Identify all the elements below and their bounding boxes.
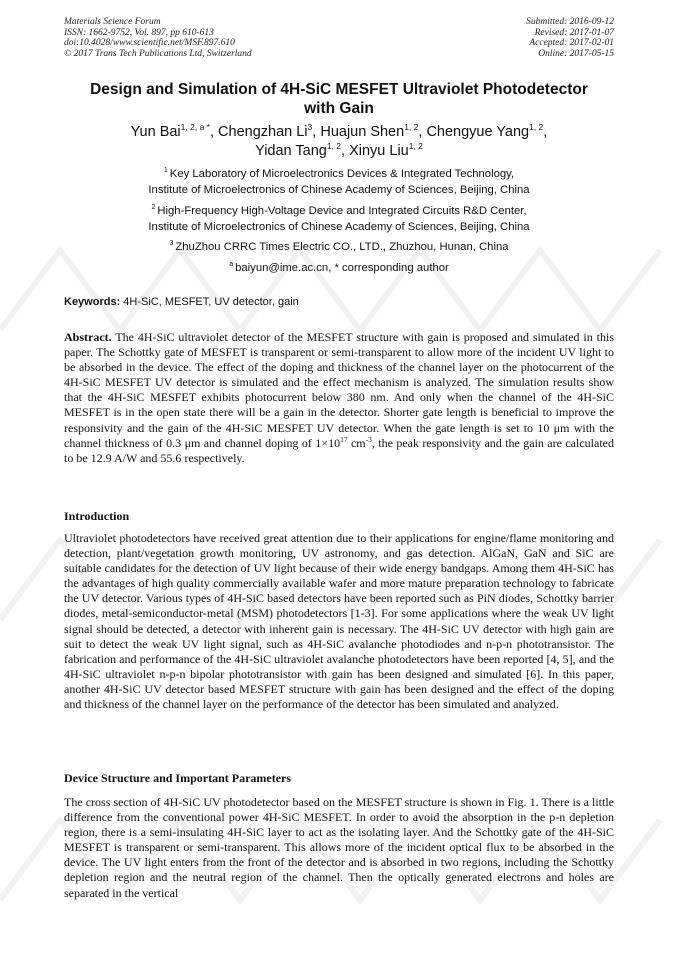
abstract-exponent: 17 bbox=[340, 434, 348, 444]
author-affil-mark: 1, 2, a * bbox=[180, 122, 210, 132]
author-name: Xinyu Liu bbox=[349, 143, 409, 159]
author-affil-mark: 3 bbox=[307, 122, 313, 132]
corresponding-email bbox=[64, 261, 614, 277]
keywords-text: 4H-SiC, MESFET, UV detector, gain bbox=[120, 296, 299, 308]
abstract bbox=[64, 330, 614, 466]
introduction-text: Ultraviolet photodetectors have received great attention due to their applications for engine/flame monitoring and detection, plant/vegetation growth monitoring, UV astronomy, and gas detection. AlGaN, GaN and SiC are suitable candidates for the detection of UV light because of their wide energy bandgaps. Among them 4H-SiC has the advantages of high quality commercially available wafer and more mature preparation technology to fabricate the UV detector. Various types of 4H-SiC based detectors have been reported such as PiN diodes, Schottky barrier diodes, metal-semiconductor-metal (MSM) photodetectors [1-3]. For some applications where the weak UV light signal should be detected, a detector with inherent gain is necessary. The 4H-SiC UV detector with high gain are suit to detect the weak UV light signal, such as 4H-SiC avalanche photodiodes and n-p-n phototransistor. The fabrication and performance of the 4H-SiC ultraviolet avalanche photodetectors have been reported [4, 5], and the 4H-SiC ultraviolet n-p-n bipolar phototransistor with gain has been designed and simulated [6]. In this paper, another 4H-SiC UV detector based MESFET structure with gain has been designed and the effect of the doping and thickness of the channel layer on the performance of the detector has been simulated and analyzed. bbox=[64, 531, 614, 712]
abstract-text: , the peak responsivity and the gain are calculated to be 12.9 A/W and 55.6 respectively. bbox=[64, 435, 614, 465]
submission-dates bbox=[526, 17, 614, 59]
doi-line: doi:10.4028/www.scientific.net/MSF.897.610 bbox=[64, 38, 235, 49]
author-affil-mark: 1, 2 bbox=[408, 141, 423, 151]
affiliation-text: ZhuZhou CRRC Times Electric CO., LTD., Zhuzhou, Hunan, China bbox=[175, 241, 509, 253]
device-section-text: The cross section of 4H-SiC UV photodetector based on the MESFET structure is shown in Fig. 1. There is a little difference from the conventional power 4H-SiC MESFET. In order to avoid the absorption in the p-n depletion region, there is a semi-insulating 4H-SiC layer to act as the isolating layer. And the Schottky gate of the 4H-SiC MESFET is transparent or semi-transparent. This allows more of the incident optical flux to be absorbed in the device. The UV light enters from the front of the detector and is absorbed in two regions, including the Schottky depletion region and the neutral region of the channel. Then the optically generated electrons and holes are separated in the vertical bbox=[64, 795, 614, 900]
author-name: Chengzhan Li bbox=[218, 124, 308, 140]
accepted-date: Accepted: 2017-02-01 bbox=[529, 38, 614, 49]
affiliation-3 bbox=[64, 240, 614, 256]
affiliation-mark: 2 bbox=[151, 204, 156, 211]
affiliation-mark: 3 bbox=[169, 240, 174, 247]
copyright-line: © 2017 Trans Tech Publications Ltd, Switzerland bbox=[64, 48, 252, 59]
title-line-1: Design and Simulation of 4H-SiC MESFET Ultraviolet Photodetector bbox=[90, 81, 588, 98]
author-list: Yun Bai$^{1, 2, a *}$, Chengzhan Li$^3$, Huajun Shen$^{1, 2}$, Chengyue Yang$^{1, 2}$, Yidan Tang$^{1, 2}$, Xinyu Liu$^{1, 2}$ bbox=[130, 122, 548, 159]
abstract-exponent: -3 bbox=[365, 434, 372, 444]
keywords bbox=[64, 296, 299, 308]
paper-title bbox=[64, 80, 614, 118]
affiliation-text: Key Laboratory of Microelectronics Devices & Integrated Technology, bbox=[169, 168, 515, 180]
submitted-date: Submitted: 2016-09-12 bbox=[526, 17, 614, 27]
journal-info bbox=[64, 17, 252, 59]
author-name: Yun Bai bbox=[130, 124, 181, 140]
affiliation-text: High-Frequency High-Voltage Device and Integrated Circuits R&D Center, bbox=[157, 205, 527, 217]
title-line-2: with Gain bbox=[304, 100, 374, 117]
issn-line: ISSN: 1662-9752, Vol. 897, pp 610-613 bbox=[64, 27, 214, 38]
affiliation-2 bbox=[64, 204, 614, 235]
affiliation-mark: 1 bbox=[163, 167, 168, 174]
device-section-heading: Device Structure and Important Parameters bbox=[64, 771, 292, 785]
online-date: Online: 2017-05-15 bbox=[538, 48, 614, 59]
revised-date: Revised: 2017-01-07 bbox=[534, 27, 614, 38]
affiliation-text: Institute of Microelectronics of Chinese Academy of Sciences, Beijing, China bbox=[148, 220, 530, 233]
abstract-text: The 4H-SiC ultraviolet detector of the MESFET structure with gain is proposed and simulated in this paper. The Schottky gate of MESFET is transparent or semi-transparent to allow more of the incident UV light to be absorbed in the device. The effect of the doping and thickness of the channel layer on the photocurrent of the 4H-SiC MESFET UV detector is simulated and the effect mechanism is analyzed. The simulation results show that the 4H-SiC MESFET exhibits photocurrent below 380 nm. And only when the channel of the 4H-SiC MESFET is in the open state there will be a gain in the detector. Shorter gate length is beneficial to improve the responsivity and the gain of the 4H-SiC MESFET UV detector. When the gate length is set to 10 μm with the channel thickness of 0.3 μm and channel doping of 1×10 bbox=[64, 330, 614, 450]
author-affil-mark: 1, 2 bbox=[326, 141, 342, 151]
author-name: Huajun Shen bbox=[320, 124, 405, 140]
affiliation-text: baiyun@ime.ac.cn, * corresponding author bbox=[235, 262, 449, 274]
affiliation-text: Institute of Microelectronics of Chinese Academy of Sciences, Beijing, China bbox=[148, 183, 530, 196]
affiliation-mark: a bbox=[229, 261, 234, 268]
keywords-label: Keywords: bbox=[64, 296, 121, 308]
author-name: Yidan Tang bbox=[255, 143, 327, 159]
journal-name: Materials Science Forum bbox=[64, 17, 161, 27]
introduction-heading: Introduction bbox=[64, 509, 130, 523]
author-affil-mark: 1, 2 bbox=[404, 122, 419, 132]
abstract-label: Abstract. bbox=[64, 330, 112, 344]
affiliation-1 bbox=[64, 167, 614, 198]
abstract-text: cm bbox=[347, 435, 366, 450]
author-affil-mark: 1, 2 bbox=[529, 122, 544, 132]
author-name: Chengyue Yang bbox=[426, 124, 530, 140]
